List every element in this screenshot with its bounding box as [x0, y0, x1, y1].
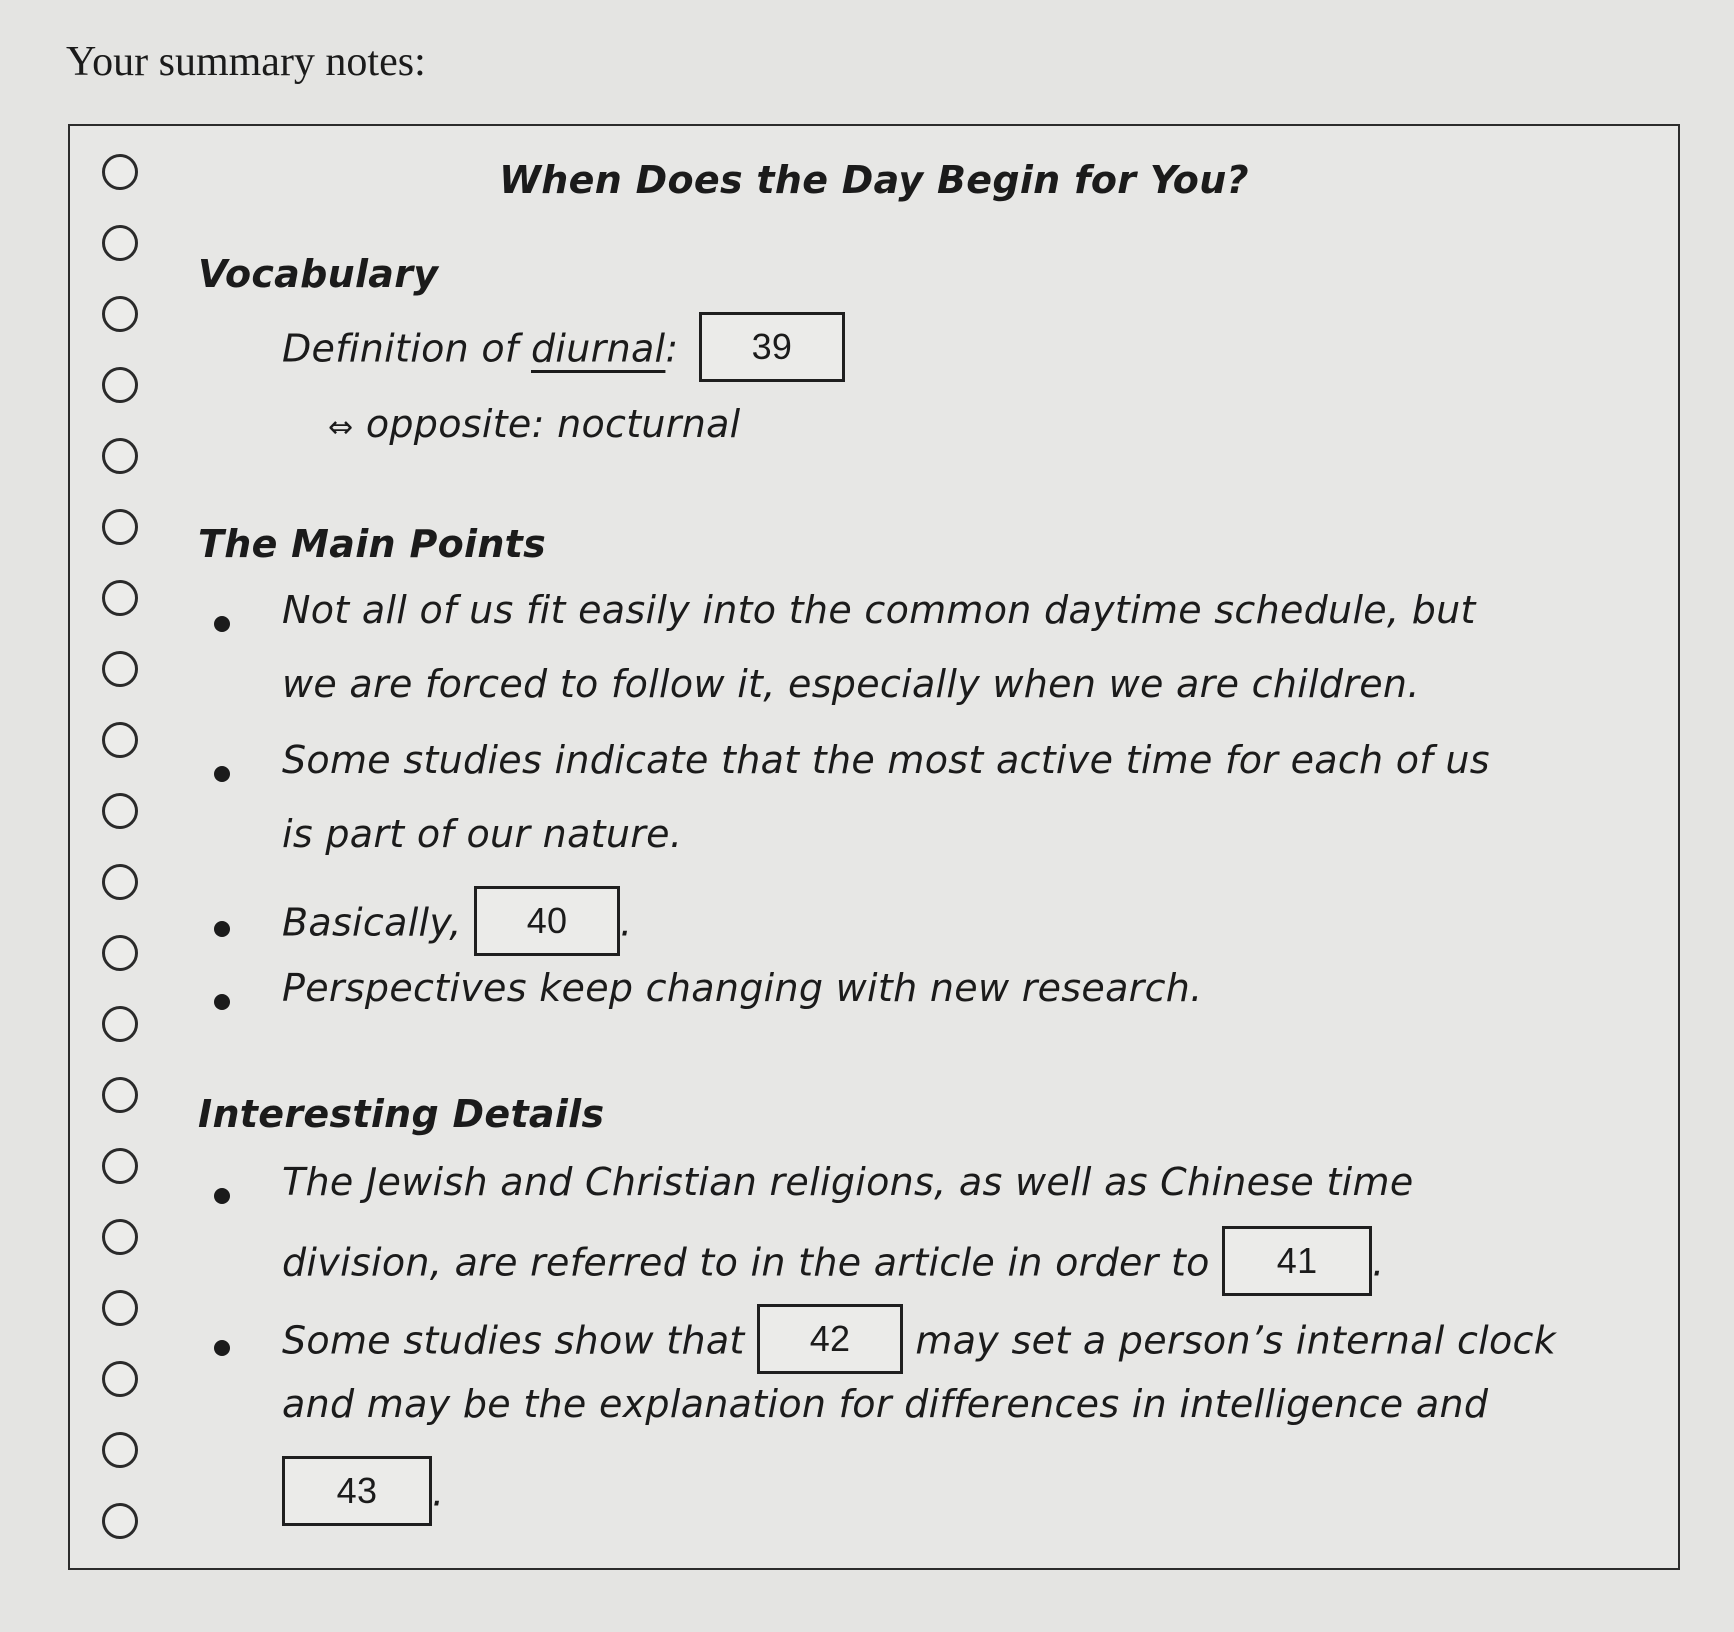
answer-box-39[interactable]: 39: [699, 312, 845, 382]
answer-box-40[interactable]: 40: [474, 886, 620, 956]
ring-hole-icon: [102, 722, 138, 758]
bullet-icon: [214, 766, 230, 782]
ring-hole-icon: [102, 1219, 138, 1255]
ring-hole-icon: [102, 793, 138, 829]
vocabulary-heading: Vocabulary: [198, 252, 439, 296]
ring-hole-icon: [102, 651, 138, 687]
bullet-icon: [214, 1340, 230, 1356]
ring-hole-icon: [102, 509, 138, 545]
main-point-3-line: [282, 890, 632, 960]
detail-1-line-2-text: division, are referred to in the article in order to: [282, 1240, 1210, 1285]
main-point-1-line-2: we are forced to follow it, especially when we are children.: [282, 662, 1420, 706]
definition-colon: :: [665, 326, 679, 371]
main-point-2-line-2: is part of our nature.: [282, 812, 683, 856]
detail-1-suffix: .: [1372, 1240, 1385, 1285]
notebook-ring-column: [102, 126, 144, 1568]
detail-2-mid: may set a person’s internal clock: [915, 1318, 1557, 1363]
ring-hole-icon: [102, 935, 138, 971]
bullet-icon: [214, 994, 230, 1010]
main-point-4-line: Perspectives keep changing with new research.: [282, 966, 1203, 1010]
main-point-3-prefix: Basically,: [282, 900, 462, 945]
detail-2-line-1: [282, 1308, 1556, 1378]
detail-2-prefix: Some studies show that: [282, 1318, 745, 1363]
summary-notes-label: Your summary notes:: [66, 39, 426, 85]
ring-hole-icon: [102, 1432, 138, 1468]
ring-hole-icon: [102, 1006, 138, 1042]
answer-box-41[interactable]: 41: [1222, 1226, 1372, 1296]
detail-2-line-3: [282, 1460, 444, 1530]
ring-hole-icon: [102, 225, 138, 261]
main-point-3-suffix: .: [620, 900, 633, 945]
opposite-text: opposite: nocturnal: [365, 402, 741, 446]
ring-hole-icon: [102, 1290, 138, 1326]
main-point-2-line-1: Some studies indicate that the most active time for each of us: [282, 738, 1490, 782]
main-point-1-line-1: Not all of us fit easily into the common daytime schedule, but: [282, 588, 1476, 632]
definition-prefix: Definition of: [282, 326, 531, 371]
detail-1-line-2: [282, 1230, 1385, 1300]
definition-line: [282, 316, 845, 386]
detail-2-line-2: and may be the explanation for differences in intelligence and: [282, 1382, 1489, 1426]
answer-box-42[interactable]: 42: [757, 1304, 903, 1374]
details-heading: Interesting Details: [198, 1092, 605, 1136]
ring-hole-icon: [102, 438, 138, 474]
ring-hole-icon: [102, 1148, 138, 1184]
ring-hole-icon: [102, 580, 138, 616]
answer-box-43[interactable]: 43: [282, 1456, 432, 1526]
notes-title: When Does the Day Begin for You?: [499, 158, 1249, 202]
summary-notes-box: [68, 124, 1680, 1570]
ring-hole-icon: [102, 1361, 138, 1397]
ring-hole-icon: [102, 1503, 138, 1539]
ring-hole-icon: [102, 367, 138, 403]
opposite-line: [328, 402, 741, 446]
detail-1-line-1: The Jewish and Christian religions, as well as Chinese time: [282, 1160, 1414, 1204]
bullet-icon: [214, 1188, 230, 1204]
opposite-arrow-icon: ⇔: [328, 410, 354, 445]
ring-hole-icon: [102, 296, 138, 332]
bullet-icon: [214, 616, 230, 632]
ring-hole-icon: [102, 1077, 138, 1113]
detail-2-suffix: .: [432, 1470, 445, 1515]
bullet-icon: [214, 921, 230, 937]
main-points-heading: The Main Points: [198, 522, 547, 566]
ring-hole-icon: [102, 864, 138, 900]
term-diurnal: diurnal: [531, 326, 666, 371]
